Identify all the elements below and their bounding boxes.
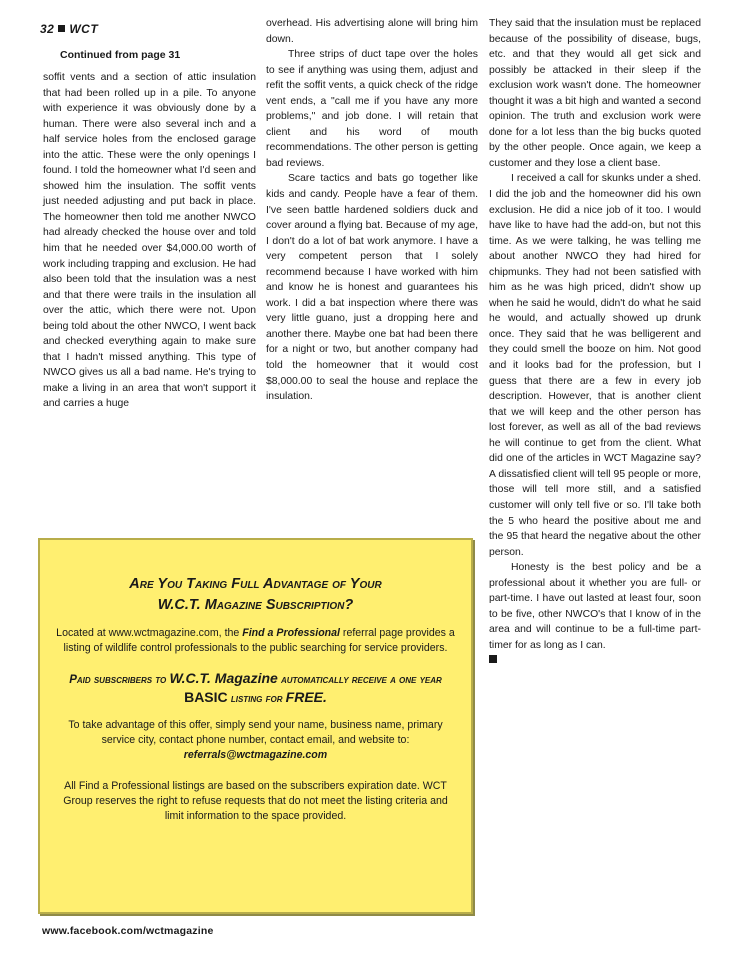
find-a-professional-emphasis: Find a Professional — [242, 627, 340, 639]
square-separator-icon — [58, 25, 65, 32]
end-of-article-icon — [489, 655, 497, 663]
text: listing for — [227, 693, 286, 705]
text: To take advantage of this offer, simply send your name, business name, primary service city, contact phone number, contact email, and website to: — [68, 719, 443, 746]
referrals-email: referrals@wctmagazine.com — [183, 749, 328, 761]
paragraph: They said that the insulation must be replaced because of the possibility of disease, bugs, etc. and that they would all get sick and possibly be attacked in their sleep if the exclusion work wasn't done. The homeowner thought it was a bit high and wanted a second opinion. The truth and exclusion work were done for a lot less than the big bucks quoted by the other people. Once again, we keep a customer and they lose a client base. — [489, 18, 701, 169]
promo-title-line-1: Are You Taking Full Advantage of Your — [129, 576, 382, 592]
page-number: 32 — [40, 22, 55, 36]
paragraph: Honesty is the best policy and be a professional about it whether you are full- or part-time. I have out lasted at least four, soon to be five, other NWCO's that I know of in the area and will continue to be a full-time part-timer for as long as I can. — [489, 562, 701, 651]
article-column-2 — [266, 16, 478, 405]
text: Paid subscribers to — [69, 674, 170, 686]
text: automatically receive a one year — [277, 674, 442, 686]
magazine-name: WCT — [69, 22, 99, 36]
promo-description — [54, 626, 457, 656]
promo-instructions — [54, 718, 457, 763]
paragraph: overhead. His advertising alone will bring him down. — [266, 18, 478, 45]
text: Located at www.wctmagazine.com, the — [56, 627, 243, 639]
continued-from-label: Continued from page 31 — [60, 49, 181, 61]
article-column-3 — [489, 16, 701, 669]
free-emphasis: FREE. — [285, 689, 327, 705]
magazine-emphasis: W.C.T. Magazine — [169, 670, 278, 686]
article-column-1 — [43, 70, 256, 412]
page-folio — [40, 22, 98, 36]
paragraph: Scare tactics and bats go together like kids and candy. People have a fear of them. I've seen battle hardened soldiers duck and cover around a flying bat. Because of my age, I don't do a lot of bat work anymore. I have a very competent person that I solely recommend because I have worked with him and know he is honest and guarantees his work. I did a bat inspection where there was very little guano, just a dropping here and another there. Maybe one bat had been there for a night or two, but another company had told the homeowner that it would cost $8,000.00 to seal the house and replace the insulation. — [266, 173, 478, 403]
promo-title — [54, 574, 457, 616]
end-mark-line — [489, 653, 701, 669]
promo-offer — [54, 670, 457, 708]
paragraph: I received a call for skunks under a shed. I did the job and the homeowner did his own exclusion. He did a nice job of it too. I would have like to have had the add-on, but not this time. As we were talking, he was telling me about another NWCO they had hired for chipmunks. They had not been satisfied with him as he was high priced, didn't show up when he said he would, didn't do what he said he would, and actually showed up drunk once. They said that he was belligerent and they could smell the booze on him. Not good and it looks bad for the profession, but I guess that there are a few in every job description. However, that is another client that we will keep and the other person has lost forever, as well as all of the bad reviews he will continue to get from the client. What did one of the articles in WCT Magazine say? A dissatisfied client will tell 95 people or more, those will tell more still, and a satisfied customer will only tell five or so. I'll take both the 5 who heard the positive about me and the 95 that heard the negative about the other person. — [489, 173, 701, 558]
footer-facebook-url: www.facebook.com/wctmagazine — [42, 925, 214, 937]
basic-emphasis: BASIC — [184, 689, 228, 705]
subscription-promo-box — [38, 538, 473, 914]
paragraph: soffit vents and a section of attic insulation that had been rolled up in a pile. To anyone with experience it was obviously done by a human. There were also several inch and a half service holes from the enclosed garage into the attic. These were the only openings I found. I told the homeowner what I'd seen and showed him the insulation. The soffit vents just needed adjusting and put back in place. The homeowner then told me another NWCO had already checked the house over and told him that he needed over $4,000.00 worth of work including trapping and exclusion. He had also been told that the insulation was a nest and that there were trails in the insulation all over the attic, which there were not. Upon being told about the other NWCO, I went back and checked everything again to make sure that I hadn't missed anything. This type of NWCO gives us all a bad name. He's trying to make a living in an area that won't support it and carries a huge — [43, 72, 256, 410]
paragraph: Three strips of duct tape over the holes to see if anything was using them, adjust and refit the soffit vents, a quick check of the ridge vent ends, a "call me if you have any more problems," and job done. I will retain that client and his word of mouth recommendations. The other person is getting bad reviews. — [266, 49, 478, 169]
promo-disclaimer: All Find a Professional listings are based on the subscribers expiration date. WCT Group reserves the right to refuse requests that do not meet the listing criteria and limit information to the space provided. — [63, 780, 448, 822]
text: referral page provides a listing of wildlife control professionals to the public searching for service providers. — [63, 627, 455, 654]
promo-title-line-2: W.C.T. Magazine Subscription? — [157, 597, 354, 613]
